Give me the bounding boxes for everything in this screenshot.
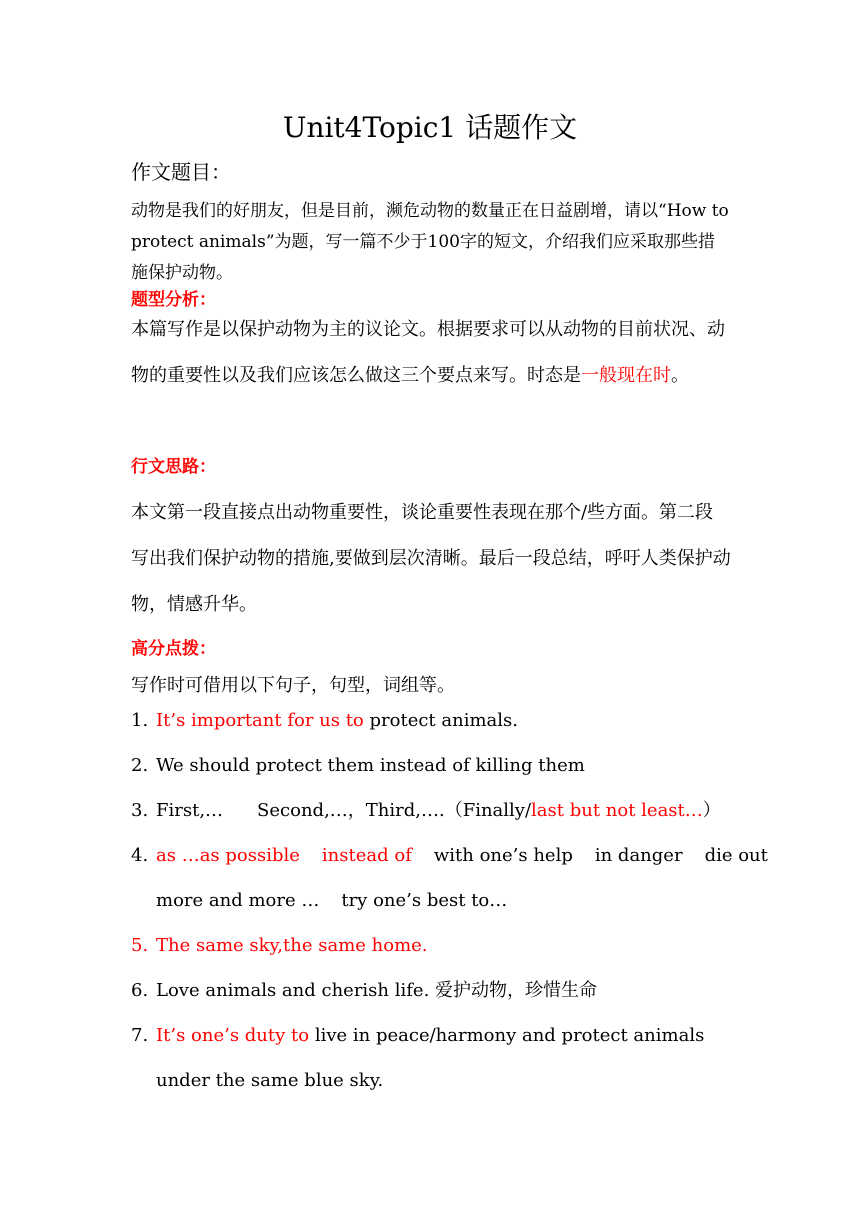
item-text: We should protect them instead of killing them bbox=[156, 755, 585, 776]
list-item bbox=[131, 698, 771, 743]
analysis-text bbox=[131, 307, 731, 399]
prompt-text: 动物是我们的好朋友，但是目前，濒危动物的数量正在日益剧增，请以“How to protect animals”为题，写一篇不少于100字的短文，介绍我们应采取那些措施保护动物。 bbox=[131, 201, 729, 283]
list-item bbox=[131, 923, 771, 968]
item-text: in danger bbox=[594, 845, 683, 866]
item-text: die out bbox=[704, 845, 768, 866]
list-number: 6. bbox=[131, 980, 149, 1001]
list-number: 1. bbox=[131, 710, 149, 731]
item-text: with one’s help bbox=[433, 845, 573, 866]
page-title: Unit4Topic1 话题作文 bbox=[282, 111, 578, 144]
list-number: 7. bbox=[131, 1025, 149, 1046]
item-text: live in peace/harmony and protect animals under the same blue sky. bbox=[156, 1025, 705, 1091]
analysis-text-main: 本篇写作是以保护动物为主的议论文。根据要求可以从动物的目前状况、动物的重要性以及我们应该怎么做这三个要点来写。时态是 bbox=[131, 319, 725, 386]
list-item bbox=[131, 788, 771, 833]
analysis-text-end: 。 bbox=[671, 365, 689, 386]
prompt-label: 作文题目： bbox=[131, 160, 231, 184]
key-phrase: It’s important for us to bbox=[156, 710, 370, 731]
list-item bbox=[131, 743, 771, 788]
key-phrase: last but not least… bbox=[531, 800, 703, 821]
approach-heading: 行文思路： bbox=[131, 457, 216, 477]
item-text: try one’s best to… bbox=[341, 890, 508, 911]
list-number: 3. bbox=[131, 800, 149, 821]
item-text: Second,…，Third,….（Finally/ bbox=[257, 800, 532, 821]
list-number: 5. bbox=[131, 935, 149, 956]
key-phrase: instead of bbox=[321, 845, 412, 866]
tips-intro: 写作时可借用以下句子，句型，词组等。 bbox=[131, 675, 455, 696]
approach-text: 本文第一段直接点出动物重要性，谈论重要性表现在那个/些方面。第二段写出我们保护动物的措施,要做到层次清晰。最后一段总结，呼吁人类保护动物，情感升华。 bbox=[131, 502, 731, 615]
item-text: First,… bbox=[156, 800, 224, 821]
list-number: 4. bbox=[131, 845, 149, 866]
tips-list bbox=[131, 698, 771, 1103]
key-phrase: as …as possible bbox=[156, 845, 300, 866]
item-text: more and more … bbox=[156, 890, 320, 911]
key-phrase: The same sky,the same home. bbox=[156, 935, 428, 956]
list-number: 2. bbox=[131, 755, 149, 776]
item-text: ） bbox=[702, 800, 721, 821]
analysis-tense: 一般现在时 bbox=[581, 365, 671, 386]
list-item bbox=[131, 1013, 726, 1103]
analysis-heading: 题型分析： bbox=[131, 290, 216, 310]
list-item bbox=[131, 968, 771, 1013]
item-text: Love animals and cherish life. 爱护动物，珍惜生命 bbox=[156, 980, 598, 1001]
item-text: protect animals. bbox=[369, 710, 518, 731]
tips-heading: 高分点拨： bbox=[131, 639, 216, 659]
list-item bbox=[131, 833, 771, 923]
key-phrase: It’s one’s duty to bbox=[156, 1025, 315, 1046]
